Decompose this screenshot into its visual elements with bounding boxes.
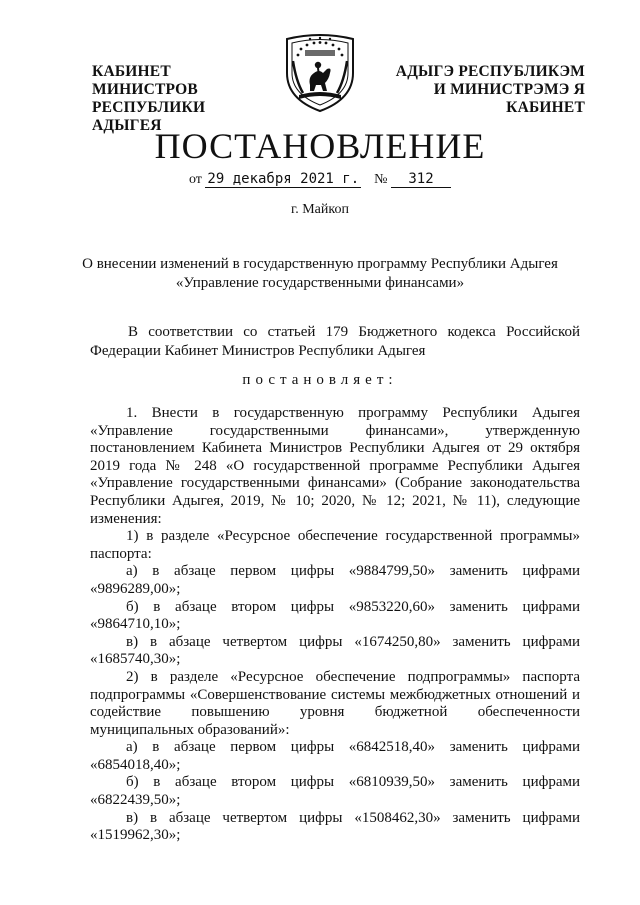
paragraph: 2) в разделе «Ресурсное обеспечение подпрограммы» паспорта подпрограммы «Совершенствование системы межбюджетных отношений и содействие повышению уровня бюджетной обеспеченности муниципальных образований»: — [90, 668, 580, 738]
decree-word: постановляет: — [242, 372, 398, 388]
document-body — [90, 405, 580, 845]
subject-line: «Управление государственными финансами» — [175, 275, 465, 291]
preamble: В соответствии со статьей 179 Бюджетного кодекса Российской Федерации Кабинет Министров Республики Адыгея — [90, 324, 580, 359]
date-and-number — [0, 172, 640, 188]
subject-line: О внесении изменений в государственную программу Республики Адыгея — [82, 256, 558, 272]
document-title: ПОСТАНОВЛЕНИЕ — [154, 126, 486, 166]
city: г. Майкоп — [291, 202, 349, 217]
paragraph: а) в абзаце первом цифры «9884799,50» заменить цифрами «9896289,00»; — [90, 563, 580, 597]
document-date: 29 декабря 2021 г. — [207, 171, 360, 187]
paragraph: а) в абзаце первом цифры «6842518,40» заменить цифрами «6854018,40»; — [90, 739, 580, 773]
paragraph: 1) в разделе «Ресурсное обеспечение государственной программы» паспорта: — [90, 528, 580, 562]
paragraph: в) в абзаце четвертом цифры «1674250,80» заменить цифрами «1685740,30»; — [90, 633, 580, 668]
date-prefix: от — [188, 172, 202, 187]
paragraph: в) в абзаце четвертом цифры «1508462,30» заменить цифрами «1519962,30»; — [90, 809, 580, 844]
paragraph: б) в абзаце втором цифры «6810939,50» заменить цифрами «6822439,50»; — [90, 774, 580, 809]
issuer-name-adyghe — [370, 63, 585, 117]
document-subject — [60, 255, 580, 293]
issuer-line: РЕСПУБЛИКИ АДЫГЕЯ — [92, 99, 206, 134]
issuer-line: И МИНИСТРЭМЭ Я КАБИНЕТ — [433, 81, 585, 116]
coat-of-arms-icon — [283, 33, 357, 113]
number-sign: № — [374, 172, 388, 187]
issuer-line: КАБИНЕТ МИНИСТРОВ — [92, 63, 198, 98]
issuer-line: АДЫГЭ РЕСПУБЛИКЭМ — [395, 63, 585, 80]
paragraph: 1. Внести в государственную программу Республики Адыгея «Управление государственными финансами», утвержденную постановлением Кабинета Министров Республики Адыгея от 29 октября 2019 года № 248 «О государственной программе Республики Адыгея «Управление государственными финансами» (Собрание законодательства Республики Адыгея, 2019, № 10; 2020, № 12; 2021, № 11), следующие изменения: — [90, 405, 580, 527]
document-header — [0, 33, 640, 134]
document-number: 312 — [391, 172, 451, 188]
paragraph: б) в абзаце втором цифры «9853220,60» заменить цифрами «9864710,10»; — [90, 598, 580, 633]
